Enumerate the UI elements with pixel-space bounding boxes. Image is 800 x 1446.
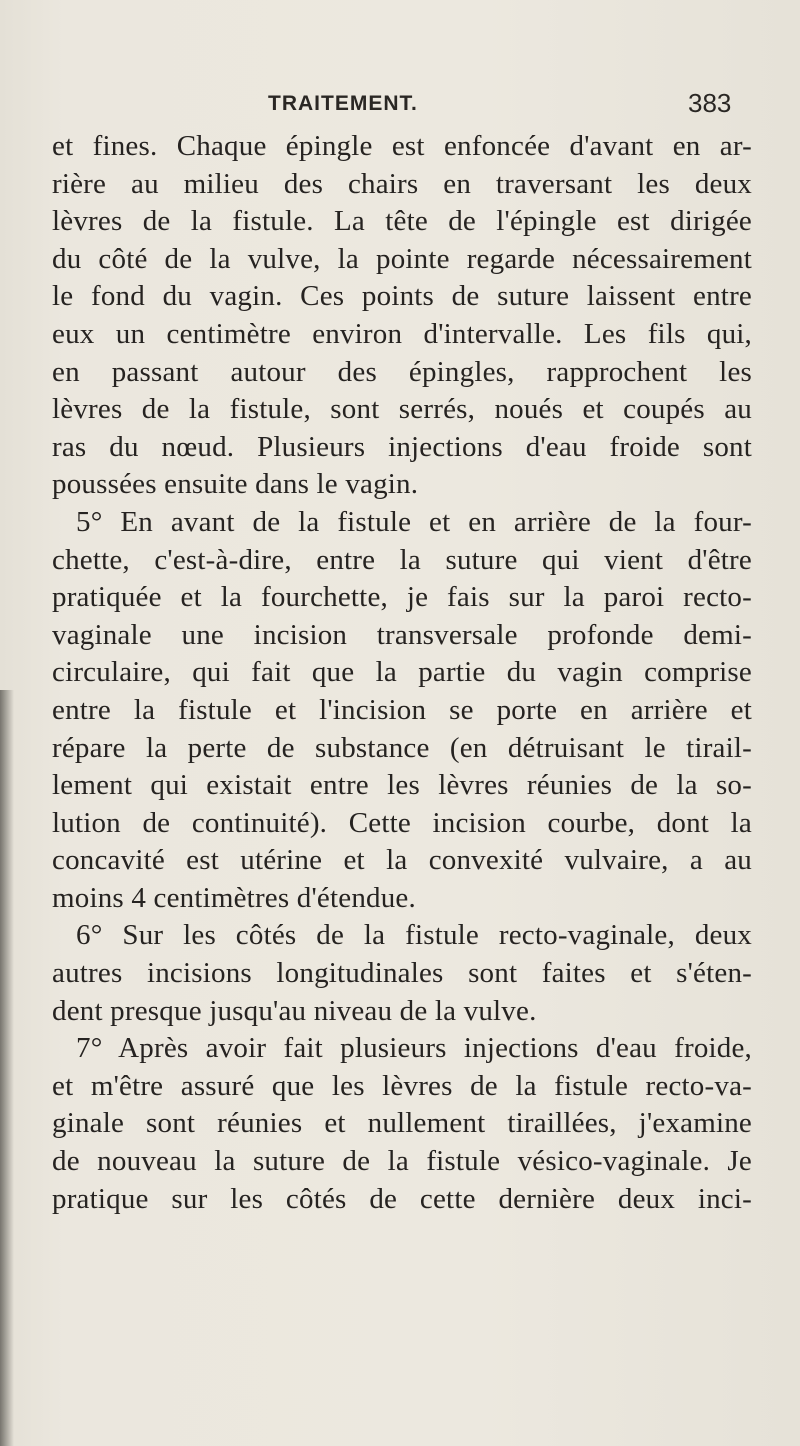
text-line: ras du nœud. Plusieurs injections d'eau froide sont bbox=[52, 430, 752, 463]
text-line: vaginale une incision transversale profonde demi- bbox=[52, 618, 752, 651]
text-line: ginale sont réunies et nullement tiraillées, j'examine bbox=[52, 1107, 752, 1140]
binding-shadow bbox=[0, 690, 14, 1446]
text-line: pratique sur les côtés de cette dernière deux inci- bbox=[52, 1182, 752, 1215]
text-line: et fines. Chaque épingle est enfoncée d'avant en ar- bbox=[52, 130, 752, 162]
paragraph-end-line: moins 4 centimètres d'étendue. bbox=[52, 881, 416, 914]
text-line: de nouveau la suture de la fistule vésico-vaginale. Je bbox=[52, 1145, 752, 1178]
body-text bbox=[52, 128, 752, 1218]
text-line: rière au milieu des chairs en traversant les deux bbox=[52, 167, 752, 200]
text-line: du côté de la vulve, la pointe regarde nécessairement bbox=[52, 242, 752, 275]
text-line: et m'être assuré que les lèvres de la fistule recto-va- bbox=[52, 1069, 752, 1102]
text-line: pratiquée et la fourchette, je fais sur la paroi recto- bbox=[52, 581, 752, 614]
text-line: chette, c'est-à-dire, entre la suture qui vient d'être bbox=[52, 543, 752, 576]
text-line: en passant autour des épingles, rapprochent les bbox=[52, 355, 752, 388]
text-line: lement qui existait entre les lèvres réunies de la so- bbox=[52, 769, 752, 802]
text-line: concavité est utérine et la convexité vulvaire, a au bbox=[52, 844, 752, 877]
paragraph-start-line: 6° Sur les côtés de la fistule recto-vaginale, deux bbox=[76, 919, 752, 952]
text-line: répare la perte de substance (en détruisant le tirail- bbox=[52, 731, 752, 764]
text-line: le fond du vagin. Ces points de suture laissent entre bbox=[52, 280, 752, 313]
paragraph-start-line: 7° Après avoir fait plusieurs injections d'eau froide, bbox=[76, 1032, 752, 1065]
text-line: eux un centimètre environ d'intervalle. Les fils qui, bbox=[52, 317, 752, 350]
paragraph-end-line: poussées ensuite dans le vagin. bbox=[52, 468, 419, 501]
running-title: TRAITEMENT. bbox=[268, 92, 418, 115]
paragraph-end-line: dent presque jusqu'au niveau de la vulve. bbox=[52, 994, 537, 1027]
text-line: autres incisions longitudinales sont faites et s'éten- bbox=[52, 957, 752, 990]
text-line: lèvres de la fistule. La tête de l'épingle est dirigée bbox=[52, 205, 752, 238]
text-line: lution de continuité). Cette incision courbe, dont la bbox=[52, 806, 752, 839]
text-line: lèvres de la fistule, sont serrés, noués et coupés au bbox=[52, 393, 752, 426]
page-number: 383 bbox=[688, 88, 732, 118]
text-line: circulaire, qui fait que la partie du vagin comprise bbox=[52, 656, 752, 689]
page-header bbox=[0, 88, 800, 124]
text-line: entre la fistule et l'incision se porte en arrière et bbox=[52, 693, 752, 726]
paragraph-start-line: 5° En avant de la fistule et en arrière de la four- bbox=[76, 505, 752, 538]
